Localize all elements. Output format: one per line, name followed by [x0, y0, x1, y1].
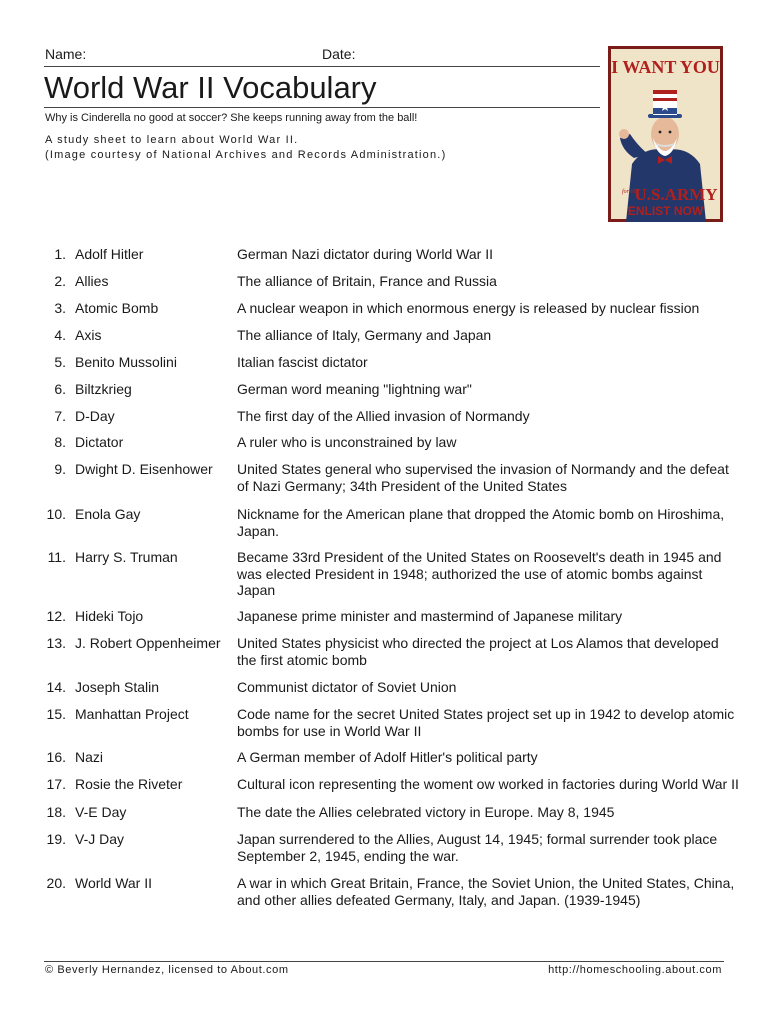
vocab-term: Harry S. Truman	[75, 549, 178, 565]
vocab-term: Joseph Stalin	[75, 679, 160, 695]
item-number: 15.	[46, 706, 66, 722]
item-number: 10.	[46, 506, 66, 522]
joke-text: Why is Cinderella no good at soccer? She keeps running away from the ball!	[45, 112, 418, 124]
vocab-definition: A ruler who is unconstrained by law	[237, 434, 457, 450]
footer-url: http://homeschooling.about.com	[548, 964, 722, 976]
item-number: 19.	[46, 831, 66, 847]
vocab-term: World War II	[75, 875, 153, 891]
vocab-term: Allies	[75, 273, 109, 289]
vocab-term: Nazi	[75, 749, 104, 765]
vocab-definition: A nuclear weapon in which enormous energy is released by nuclear fission	[237, 300, 700, 316]
copyright-text: © Beverly Hernandez, licensed to About.com	[45, 964, 289, 976]
uncle-sam-poster	[608, 46, 723, 222]
vocab-term: V-J Day	[75, 831, 125, 847]
vocab-definition: United States physicist who directed the project at Los Alamos that developed the first atomic bomb	[237, 635, 719, 668]
title-rule	[44, 107, 600, 108]
vocab-definition: Italian fascist dictator	[237, 354, 368, 370]
vocab-term: Manhattan Project	[75, 706, 189, 722]
page-title: World War II Vocabulary	[44, 70, 377, 105]
vocab-definition: A war in which Great Britain, France, the Soviet Union, the United States, China, and other allies defeated Germany, Italy, and Japan. (1939-1945)	[237, 875, 735, 908]
vocab-term: V-E Day	[75, 804, 127, 820]
vocab-term: Biltzkrieg	[75, 381, 132, 397]
poster-small-text: for the	[622, 189, 638, 195]
date-label: Date:	[322, 46, 356, 62]
poster-org-text: U.S.ARMY	[634, 185, 718, 204]
name-date-rule	[44, 66, 600, 67]
vocab-term: Enola Gay	[75, 506, 141, 522]
item-number: 4.	[54, 327, 66, 343]
vocab-definition: Communist dictator of Soviet Union	[237, 679, 457, 695]
item-number: 1.	[54, 246, 66, 262]
vocab-term: Dwight D. Eisenhower	[75, 461, 213, 477]
vocab-term: Dictator	[75, 434, 124, 450]
vocab-definition: A German member of Adolf Hitler's political party	[237, 749, 538, 765]
item-number: 12.	[46, 608, 66, 624]
item-number: 3.	[54, 300, 66, 316]
vocab-definition: German word meaning "lightning war"	[237, 381, 472, 397]
vocab-term: Adolf Hitler	[75, 246, 144, 262]
vocab-definition: The alliance of Italy, Germany and Japan	[237, 327, 492, 343]
vocab-definition: The date the Allies celebrated victory in Europe. May 8, 1945	[237, 804, 615, 820]
name-label: Name:	[45, 46, 87, 62]
description	[45, 133, 446, 163]
item-number: 17.	[46, 776, 66, 792]
vocab-term: Benito Mussolini	[75, 354, 177, 370]
item-number: 16.	[46, 749, 66, 765]
description-line-1: A study sheet to learn about World War II.	[45, 134, 299, 146]
item-number: 9.	[54, 461, 66, 477]
vocab-definition: United States general who supervised the invasion of Normandy and the defeat of Nazi Germany; 34th President of the United States	[237, 461, 729, 494]
vocab-definition: Code name for the secret United States project set up in 1942 to develop atomic bombs for use in World War II	[237, 706, 735, 739]
item-number: 6.	[54, 381, 66, 397]
description-line-2: (Image courtesy of National Archives and Records Administration.)	[45, 149, 447, 161]
item-number: 14.	[46, 679, 66, 695]
vocab-definition: Became 33rd President of the United States on Roosevelt's death in 1945 and was elected President in 1948; authorized the use of atomic bombs against Japan	[237, 549, 722, 598]
vocab-definition: Nickname for the American plane that dropped the Atomic bomb on Hiroshima, Japan.	[237, 506, 725, 539]
item-number: 13.	[46, 635, 66, 651]
vocab-definition: Japanese prime minister and mastermind of Japanese military	[237, 608, 623, 624]
vocab-term: Hideki Tojo	[75, 608, 144, 624]
vocab-definition: German Nazi dictator during World War II	[237, 246, 493, 262]
item-number: 5.	[54, 354, 66, 370]
vocab-definition: The first day of the Allied invasion of Normandy	[237, 408, 530, 424]
item-number: 18.	[46, 804, 66, 820]
item-number: 7.	[54, 408, 66, 424]
poster-cta-text: ENLIST NOW	[627, 204, 704, 218]
item-number: 20.	[46, 875, 66, 891]
vocab-term: D-Day	[75, 408, 115, 424]
footer-rule	[44, 961, 724, 962]
item-number: 8.	[54, 434, 66, 450]
vocab-definition: Cultural icon representing the woment ow worked in factories during World War II	[237, 776, 739, 792]
poster-headline: I WANT YOU	[611, 57, 720, 77]
vocab-term: J. Robert Oppenheimer	[75, 635, 221, 651]
vocab-definition: Japan surrendered to the Allies, August 14, 1945; formal surrender took place September 2, 1945, ending the war.	[237, 831, 718, 864]
vocab-term: Rosie the Riveter	[75, 776, 183, 792]
vocab-definition: The alliance of Britain, France and Russia	[237, 273, 497, 289]
vocab-term: Axis	[75, 327, 102, 343]
vocab-term: Atomic Bomb	[75, 300, 159, 316]
item-number: 11.	[47, 549, 66, 565]
item-number: 2.	[54, 273, 66, 289]
